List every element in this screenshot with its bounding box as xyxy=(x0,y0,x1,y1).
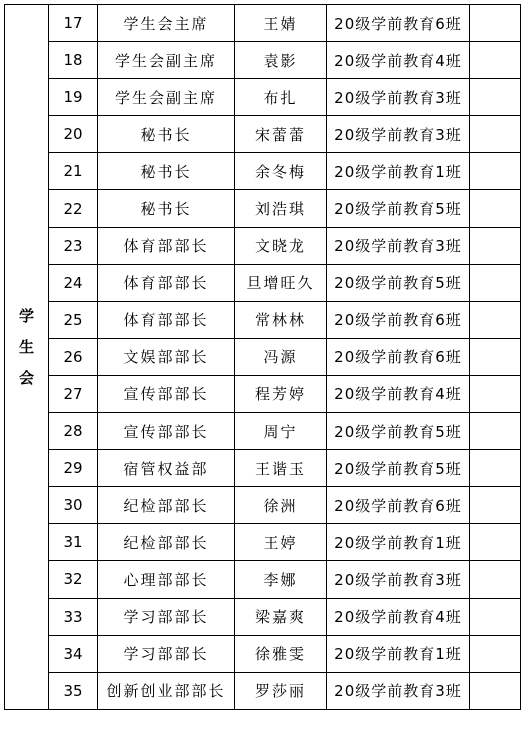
class-cell: 20级学前教育1班 xyxy=(327,635,470,672)
position-cell: 体育部部长 xyxy=(98,227,235,264)
table-row xyxy=(5,116,521,153)
position-cell: 秘书长 xyxy=(98,116,235,153)
name-cell: 刘浩琪 xyxy=(235,190,327,227)
position-cell: 秘书长 xyxy=(98,153,235,190)
name-cell: 程芳婷 xyxy=(235,375,327,412)
name-cell: 罗莎丽 xyxy=(235,672,327,709)
empty-cell xyxy=(470,598,521,635)
row-number: 23 xyxy=(49,227,98,264)
class-cell: 20级学前教育3班 xyxy=(327,116,470,153)
table-row xyxy=(5,487,521,524)
row-number: 33 xyxy=(49,598,98,635)
empty-cell xyxy=(470,450,521,487)
name-cell: 李娜 xyxy=(235,561,327,598)
table-row xyxy=(5,413,521,450)
class-cell: 20级学前教育6班 xyxy=(327,5,470,42)
table-row xyxy=(5,301,521,338)
class-cell: 20级学前教育6班 xyxy=(327,487,470,524)
row-number: 18 xyxy=(49,42,98,79)
position-cell: 心理部部长 xyxy=(98,561,235,598)
table-row xyxy=(5,672,521,709)
table-row xyxy=(5,264,521,301)
roster-body xyxy=(5,5,521,710)
empty-cell xyxy=(470,42,521,79)
row-number: 19 xyxy=(49,79,98,116)
table-row xyxy=(5,79,521,116)
position-cell: 学习部部长 xyxy=(98,635,235,672)
name-cell: 王婷 xyxy=(235,524,327,561)
class-cell: 20级学前教育1班 xyxy=(327,153,470,190)
name-cell: 梁嘉爽 xyxy=(235,598,327,635)
empty-cell xyxy=(470,79,521,116)
class-cell: 20级学前教育5班 xyxy=(327,190,470,227)
row-number: 24 xyxy=(49,264,98,301)
position-cell: 创新创业部部长 xyxy=(98,672,235,709)
position-cell: 宿管权益部 xyxy=(98,450,235,487)
empty-cell xyxy=(470,635,521,672)
row-number: 28 xyxy=(49,413,98,450)
position-cell: 纪检部部长 xyxy=(98,487,235,524)
empty-cell xyxy=(470,338,521,375)
table-row xyxy=(5,598,521,635)
table-row xyxy=(5,5,521,42)
name-cell: 王婧 xyxy=(235,5,327,42)
position-cell: 宣传部部长 xyxy=(98,413,235,450)
table-row xyxy=(5,227,521,264)
student-union-roster-table xyxy=(4,4,521,710)
position-cell: 秘书长 xyxy=(98,190,235,227)
name-cell: 常林林 xyxy=(235,301,327,338)
position-cell: 体育部部长 xyxy=(98,264,235,301)
class-cell: 20级学前教育5班 xyxy=(327,413,470,450)
table-row xyxy=(5,153,521,190)
row-number: 30 xyxy=(49,487,98,524)
table-row xyxy=(5,524,521,561)
class-cell: 20级学前教育5班 xyxy=(327,264,470,301)
class-cell: 20级学前教育5班 xyxy=(327,450,470,487)
row-number: 26 xyxy=(49,338,98,375)
empty-cell xyxy=(470,413,521,450)
class-cell: 20级学前教育4班 xyxy=(327,42,470,79)
name-cell: 袁影 xyxy=(235,42,327,79)
empty-cell xyxy=(470,116,521,153)
position-cell: 学生会副主席 xyxy=(98,42,235,79)
class-cell: 20级学前教育3班 xyxy=(327,561,470,598)
class-cell: 20级学前教育3班 xyxy=(327,79,470,116)
row-number: 21 xyxy=(49,153,98,190)
row-number: 22 xyxy=(49,190,98,227)
empty-cell xyxy=(470,190,521,227)
class-cell: 20级学前教育1班 xyxy=(327,524,470,561)
name-cell: 周宁 xyxy=(235,413,327,450)
empty-cell xyxy=(470,301,521,338)
position-cell: 纪检部部长 xyxy=(98,524,235,561)
table-row xyxy=(5,375,521,412)
table-row xyxy=(5,338,521,375)
name-cell: 王谐玉 xyxy=(235,450,327,487)
empty-cell xyxy=(470,5,521,42)
position-cell: 学生会主席 xyxy=(98,5,235,42)
name-cell: 冯源 xyxy=(235,338,327,375)
row-number: 31 xyxy=(49,524,98,561)
position-cell: 文娱部部长 xyxy=(98,338,235,375)
empty-cell xyxy=(470,524,521,561)
table-row xyxy=(5,190,521,227)
class-cell: 20级学前教育3班 xyxy=(327,672,470,709)
table-row xyxy=(5,635,521,672)
empty-cell xyxy=(470,227,521,264)
row-number: 29 xyxy=(49,450,98,487)
position-cell: 学生会副主席 xyxy=(98,79,235,116)
position-cell: 体育部部长 xyxy=(98,301,235,338)
empty-cell xyxy=(470,375,521,412)
empty-cell xyxy=(470,561,521,598)
class-cell: 20级学前教育4班 xyxy=(327,598,470,635)
empty-cell xyxy=(470,672,521,709)
row-number: 32 xyxy=(49,561,98,598)
row-number: 25 xyxy=(49,301,98,338)
group-label: 学生会 xyxy=(17,308,35,402)
class-cell: 20级学前教育6班 xyxy=(327,338,470,375)
class-cell: 20级学前教育4班 xyxy=(327,375,470,412)
table-row xyxy=(5,42,521,79)
name-cell: 布扎 xyxy=(235,79,327,116)
empty-cell xyxy=(470,487,521,524)
table-row xyxy=(5,561,521,598)
name-cell: 文晓龙 xyxy=(235,227,327,264)
name-cell: 徐洲 xyxy=(235,487,327,524)
row-number: 27 xyxy=(49,375,98,412)
group-label-cell xyxy=(5,5,49,710)
row-number: 17 xyxy=(49,5,98,42)
name-cell: 旦增旺久 xyxy=(235,264,327,301)
class-cell: 20级学前教育3班 xyxy=(327,227,470,264)
position-cell: 宣传部部长 xyxy=(98,375,235,412)
empty-cell xyxy=(470,264,521,301)
row-number: 34 xyxy=(49,635,98,672)
empty-cell xyxy=(470,153,521,190)
name-cell: 余冬梅 xyxy=(235,153,327,190)
class-cell: 20级学前教育6班 xyxy=(327,301,470,338)
row-number: 20 xyxy=(49,116,98,153)
table-row xyxy=(5,450,521,487)
position-cell: 学习部部长 xyxy=(98,598,235,635)
name-cell: 徐雅雯 xyxy=(235,635,327,672)
row-number: 35 xyxy=(49,672,98,709)
name-cell: 宋蕾蕾 xyxy=(235,116,327,153)
